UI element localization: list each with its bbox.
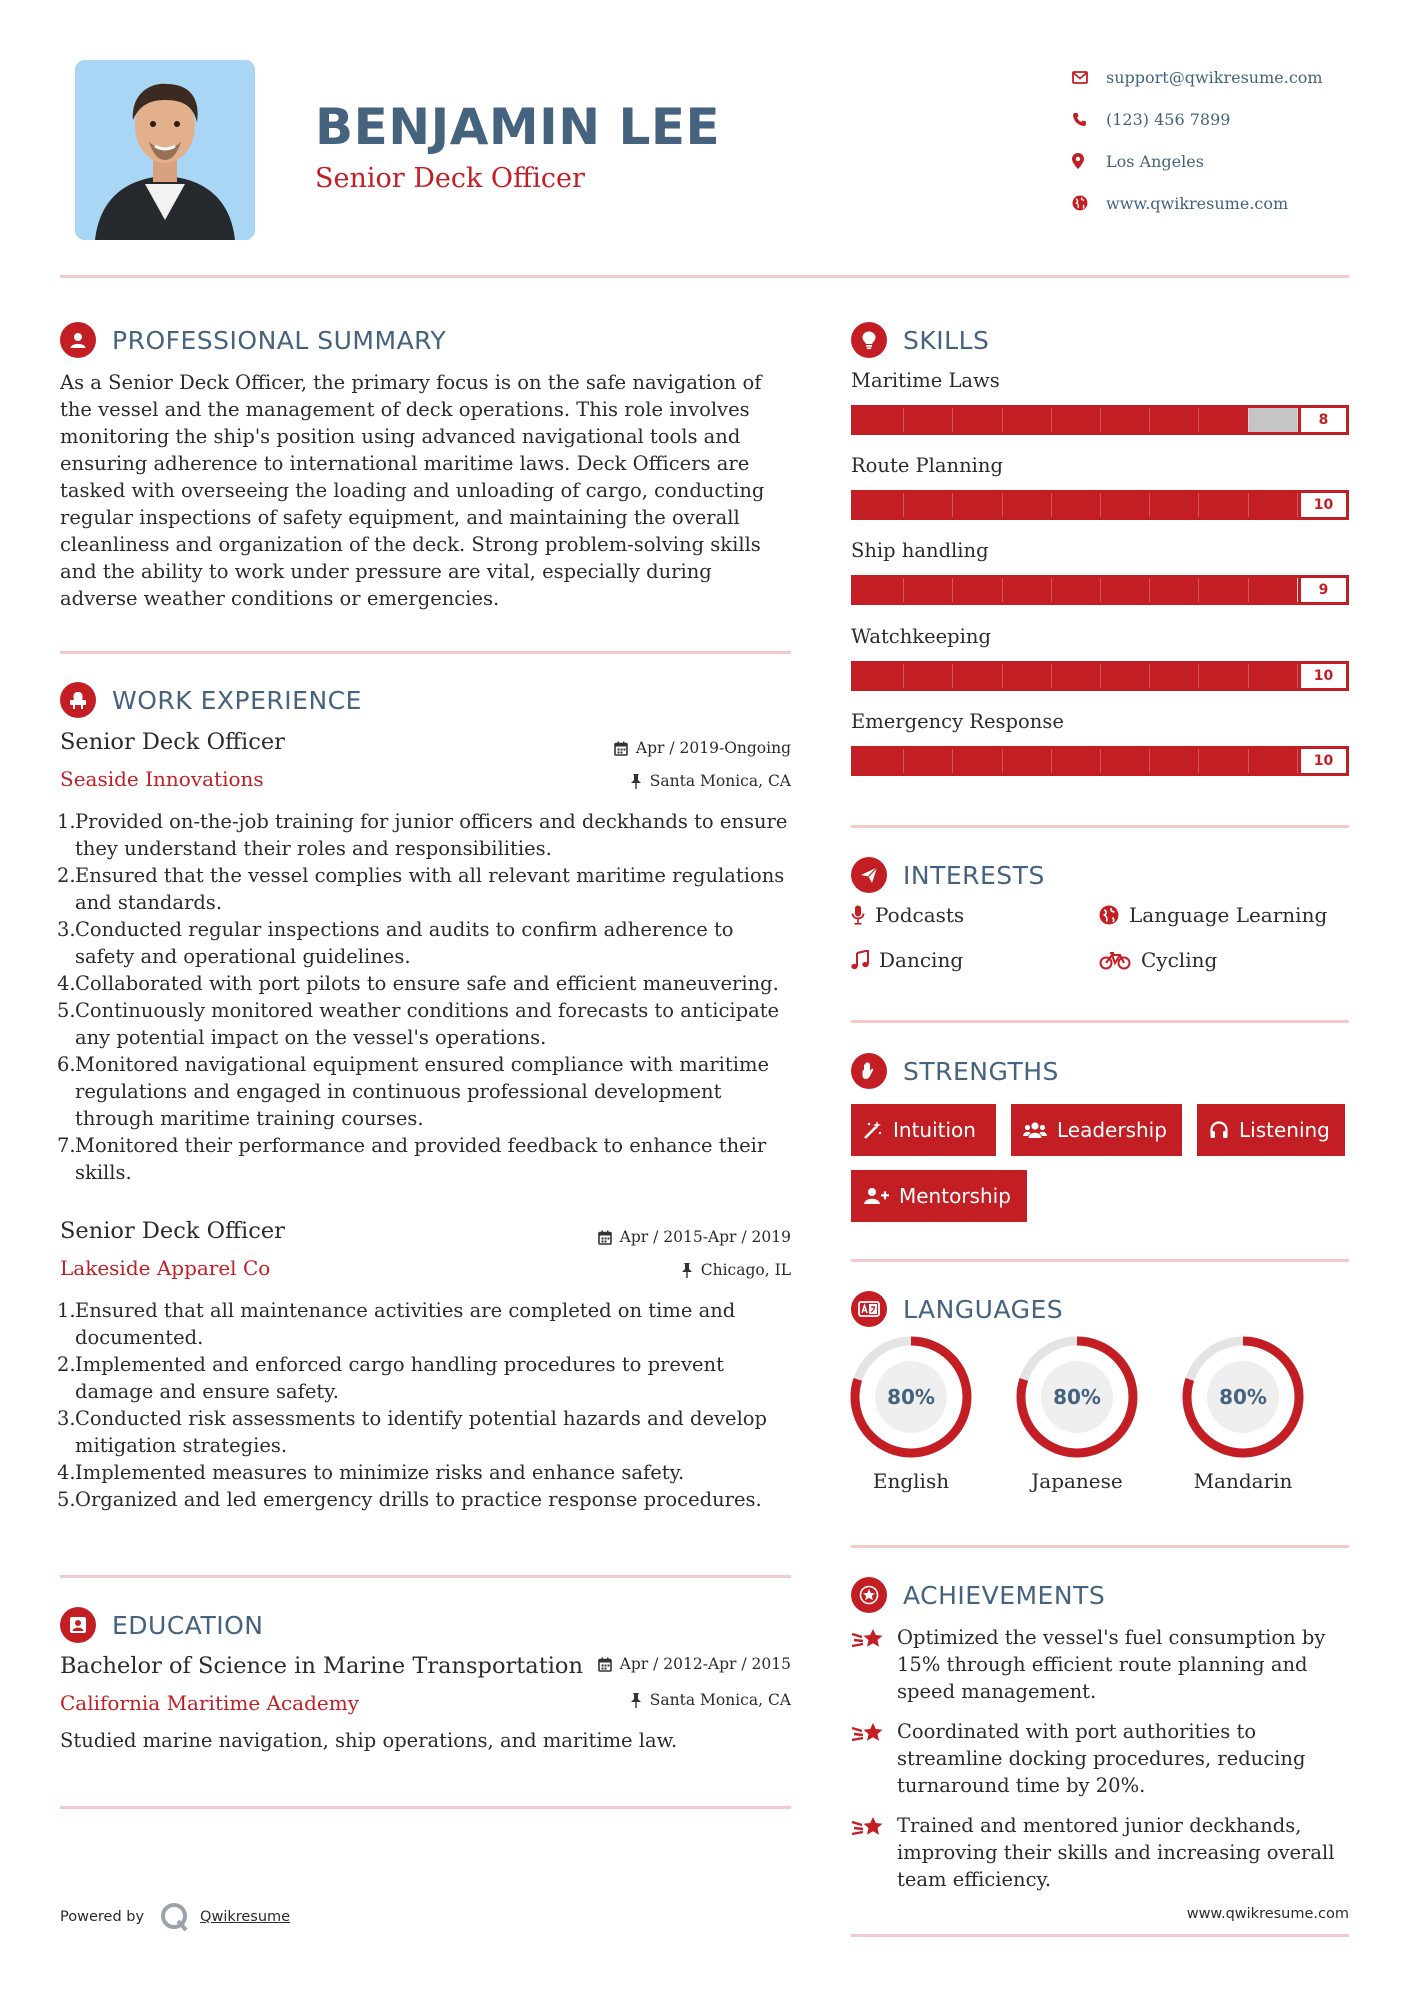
qwikresume-link[interactable]: Qwikresume — [200, 1909, 291, 1925]
summary-text: As a Senior Deck Officer, the primary focus is on the safe navigation of the vessel and the management of deck operations. This role involves monitoring the ship's position using advanced navigational tools and ensuring adherence to international maritime laws. Deck Officers are tasked with overseeing the loading and unloading of cargo, conducting regular inspections of safety equipment, and maintaining the overall cleanliness and organization of the deck. Strong problem-solving skills and the ability to work under pressure are vital, especially during adverse weather conditions or emergencies. — [60, 371, 765, 610]
list-item: 5. Organized and led emergency drills to practice response procedures. — [57, 1488, 762, 1511]
languages-title: LANGUAGES — [903, 1294, 1064, 1324]
skill-bar — [851, 490, 1349, 520]
skill-segment-divider — [1198, 408, 1199, 432]
skill-segment-divider — [1248, 749, 1249, 773]
graduate-icon — [60, 1607, 96, 1643]
list-item: 4. Collaborated with port pilots to ensure safe and efficient maneuvering. — [57, 972, 779, 995]
job-2-company: Lakeside Apparel Co — [60, 1256, 271, 1280]
shooting-star-icon — [851, 1624, 897, 1705]
interest-item-dancing: Dancing — [851, 948, 963, 972]
language-percent: 80% — [1219, 1385, 1267, 1409]
skill-segment-divider — [903, 664, 904, 688]
pushpin-icon — [630, 774, 642, 789]
education-heading — [60, 1607, 264, 1643]
job-2-location — [681, 1261, 791, 1279]
strength-chip-leadership: Leadership — [1011, 1104, 1182, 1156]
language-mandarin — [1181, 1335, 1305, 1493]
job-2-bullets — [57, 1297, 792, 1513]
job-2-dates-text: Apr / 2015-Apr / 2019 — [619, 1228, 791, 1246]
skill-segment-divider — [1198, 578, 1199, 602]
skill-segment-divider — [952, 493, 953, 517]
language-icon — [851, 1291, 887, 1327]
shooting-star-icon — [851, 1812, 897, 1893]
qwikresume-logo-icon — [158, 1900, 192, 1934]
education-description: Studied marine navigation, ship operations, and maritime law. — [60, 1729, 678, 1752]
skill-segment-divider — [1051, 578, 1052, 602]
avatar — [75, 60, 255, 240]
education-location-text: Santa Monica, CA — [649, 1691, 791, 1709]
briefcase-icon — [60, 682, 96, 718]
skill-segment-divider — [903, 493, 904, 517]
skill-segment-divider — [952, 408, 953, 432]
job-2-dates — [598, 1228, 791, 1246]
skill-segment-divider — [1002, 408, 1003, 432]
skill-segment-divider — [1248, 664, 1249, 688]
profile-photo — [75, 60, 255, 240]
languages-divider — [851, 1545, 1349, 1548]
list-item: 1. Provided on-the-job training for junior officers and deckhands to ensure they understand their roles and responsibilities. — [57, 810, 788, 860]
education-degree: Bachelor of Science in Marine Transportation — [60, 1653, 583, 1679]
skill-segment-divider — [1198, 749, 1199, 773]
list-item: 1. Ensured that all maintenance activities are completed on time and documented. — [57, 1299, 736, 1349]
achievement-item: Trained and mentored junior deckhands, improving their skills and increasing overall team efficiency. — [851, 1812, 1349, 1893]
achievements-divider — [851, 1934, 1349, 1937]
calendar-icon — [598, 1657, 612, 1672]
powered-by — [60, 1900, 290, 1934]
list-item: 7. Monitored their performance and provided feedback to enhance their skills. — [57, 1134, 767, 1184]
experience-divider — [60, 1575, 791, 1578]
contact-email-text: support@qwikresume.com — [1106, 67, 1323, 87]
achievements-title: ACHIEVEMENTS — [903, 1580, 1106, 1610]
skill-segment-divider — [1100, 749, 1101, 773]
skill-bar — [851, 746, 1349, 776]
strength-chip-intuition: Intuition — [851, 1104, 996, 1156]
interest-item-podcasts: Podcasts — [851, 903, 964, 927]
achievements-heading — [851, 1577, 1105, 1613]
globe-icon — [1072, 195, 1106, 211]
globe-icon — [1099, 905, 1119, 925]
contact-phone[interactable] — [1072, 98, 1323, 140]
skill-segment-divider — [1002, 749, 1003, 773]
languages-heading — [851, 1291, 1063, 1327]
skill-segment-divider — [1149, 664, 1150, 688]
skill-row — [851, 625, 1349, 691]
shooting-star-icon — [851, 1718, 897, 1799]
candidate-name: BENJAMIN LEE — [315, 98, 721, 156]
skill-name: Emergency Response — [851, 710, 1064, 733]
paper-plane-icon — [851, 857, 887, 893]
interests-title: INTERESTS — [903, 860, 1045, 890]
list-item: 2. Ensured that the vessel complies with all relevant maritime regulations and standards. — [57, 864, 785, 914]
skill-segment-divider — [903, 749, 904, 773]
list-item: 5. Continuously monitored weather conditions and forecasts to anticipate any potential impact on the vessel's operations. — [57, 999, 780, 1049]
users-icon — [1023, 1120, 1047, 1140]
job-1-company: Seaside Innovations — [60, 767, 264, 791]
language-ring — [1181, 1335, 1305, 1459]
job-1-title: Senior Deck Officer — [60, 729, 285, 755]
job-1-location-text: Santa Monica, CA — [649, 772, 791, 790]
skill-segment-divider — [952, 578, 953, 602]
strength-chip-listening: Listening — [1197, 1104, 1345, 1156]
skill-segment-divider — [1051, 749, 1052, 773]
job-2-title: Senior Deck Officer — [60, 1218, 285, 1244]
education-dates-text: Apr / 2012-Apr / 2015 — [619, 1655, 791, 1673]
skill-segment-divider — [1149, 408, 1150, 432]
strengths-heading — [851, 1053, 1059, 1089]
skill-segment-divider — [1051, 493, 1052, 517]
education-location — [630, 1691, 791, 1709]
skill-row — [851, 454, 1349, 520]
list-item: 3. Conducted regular inspections and audits to confirm adherence to safety and operational guidelines. — [57, 918, 734, 968]
skill-segment-divider — [903, 408, 904, 432]
skill-segment-divider — [1149, 493, 1150, 517]
contact-website[interactable] — [1072, 182, 1323, 224]
skill-segment-divider — [1051, 664, 1052, 688]
music-note-icon — [851, 950, 869, 970]
skills-divider — [851, 825, 1349, 828]
skill-segment-divider — [1149, 578, 1150, 602]
calendar-icon — [614, 741, 628, 756]
achievement-item: Coordinated with port authorities to streamline docking procedures, reducing turnaround time by 20%. — [851, 1718, 1349, 1799]
skill-name: Ship handling — [851, 539, 989, 562]
skill-segment-divider — [1248, 493, 1249, 517]
skill-bar — [851, 575, 1349, 605]
job-1-location — [630, 772, 791, 790]
skill-segment-divider — [1100, 408, 1101, 432]
job-1-dates — [614, 739, 791, 757]
skill-value: 10 — [1298, 664, 1346, 688]
header-divider — [60, 275, 1349, 278]
language-name: English — [872, 1469, 950, 1493]
skill-segment-divider — [1198, 664, 1199, 688]
candidate-title: Senior Deck Officer — [315, 163, 585, 194]
skill-bar — [851, 405, 1349, 435]
skill-segment-divider — [1002, 664, 1003, 688]
skill-bar — [851, 661, 1349, 691]
skill-name: Watchkeeping — [851, 625, 991, 648]
contact-website-text: www.qwikresume.com — [1106, 193, 1289, 213]
skill-row — [851, 539, 1349, 605]
skill-segment-divider — [1248, 408, 1249, 432]
headphones-icon — [1209, 1120, 1229, 1140]
list-item: 6. Monitored navigational equipment ensured compliance with maritime regulations and engaged in continuous professional development through maritime training courses. — [57, 1053, 769, 1130]
interest-item-language-learning: Language Learning — [1099, 903, 1327, 927]
user-plus-icon — [863, 1186, 889, 1206]
calendar-icon — [598, 1230, 612, 1245]
contact-email[interactable] — [1072, 56, 1323, 98]
skill-segment-divider — [1100, 578, 1101, 602]
experience-heading — [60, 682, 362, 718]
contact-location — [1072, 140, 1323, 182]
job-1-dates-text: Apr / 2019-Ongoing — [635, 739, 791, 757]
job-2-location-text: Chicago, IL — [700, 1261, 791, 1279]
skill-segment-divider — [1051, 408, 1052, 432]
education-dates — [598, 1655, 791, 1673]
language-english — [849, 1335, 973, 1493]
language-japanese — [1015, 1335, 1139, 1493]
skills-heading — [851, 322, 989, 358]
interests-heading — [851, 857, 1045, 893]
interests-divider — [851, 1020, 1349, 1023]
skill-fill — [854, 578, 1297, 602]
skill-value: 10 — [1298, 493, 1346, 517]
job-1-bullets — [57, 808, 792, 1186]
strengths-title: STRENGTHS — [903, 1056, 1059, 1086]
skill-segment-divider — [1198, 493, 1199, 517]
star-badge-icon — [851, 1577, 887, 1613]
experience-title: WORK EXPERIENCE — [112, 685, 362, 715]
contact-phone-text: (123) 456 7899 — [1106, 109, 1231, 129]
skills-title: SKILLS — [903, 325, 990, 355]
skill-segment-divider — [1149, 749, 1150, 773]
microphone-icon — [851, 905, 865, 925]
map-pin-icon — [1072, 153, 1106, 169]
summary-heading — [60, 322, 446, 358]
skill-name: Route Planning — [851, 454, 1003, 477]
footer-website-link[interactable]: www.qwikresume.com — [1186, 1906, 1349, 1922]
language-ring — [1015, 1335, 1139, 1459]
contact-location-text: Los Angeles — [1106, 151, 1204, 171]
hand-icon — [851, 1053, 887, 1089]
pushpin-icon — [681, 1263, 693, 1278]
skill-row — [851, 710, 1349, 776]
skill-segment-divider — [1002, 578, 1003, 602]
skill-value: 10 — [1298, 749, 1346, 773]
summary-divider — [60, 651, 791, 654]
skill-segment-divider — [1100, 493, 1101, 517]
language-ring — [849, 1335, 973, 1459]
skill-segment-divider — [1248, 578, 1249, 602]
strengths-divider — [851, 1259, 1349, 1262]
list-item: 3. Conducted risk assessments to identify potential hazards and develop mitigation strategies. — [57, 1407, 768, 1457]
skill-segment-divider — [1100, 664, 1101, 688]
language-percent: 80% — [1053, 1385, 1101, 1409]
language-percent: 80% — [887, 1385, 935, 1409]
education-title: EDUCATION — [112, 1610, 264, 1640]
pushpin-icon — [630, 1693, 642, 1708]
interest-item-cycling: Cycling — [1099, 948, 1217, 972]
phone-icon — [1072, 112, 1106, 127]
contact-list — [1072, 56, 1323, 224]
skill-name: Maritime Laws — [851, 369, 1000, 392]
language-name: Japanese — [1031, 1469, 1123, 1493]
skill-row — [851, 369, 1349, 435]
user-icon — [60, 322, 96, 358]
list-item: 2. Implemented and enforced cargo handling procedures to prevent damage and ensure safety. — [57, 1353, 724, 1403]
education-divider — [60, 1806, 791, 1809]
education-school: California Maritime Academy — [60, 1691, 360, 1715]
bicycle-icon — [1099, 950, 1131, 970]
skill-segment-divider — [903, 578, 904, 602]
powered-by-label: Powered by — [60, 1909, 145, 1925]
summary-title: PROFESSIONAL SUMMARY — [112, 325, 447, 355]
list-item: 4. Implemented measures to minimize risks and enhance safety. — [57, 1461, 685, 1484]
skill-value: 9 — [1298, 578, 1346, 602]
skill-segment-divider — [1002, 493, 1003, 517]
skill-segment-divider — [952, 664, 953, 688]
skill-segment-divider — [952, 749, 953, 773]
strength-chip-mentorship: Mentorship — [851, 1170, 1027, 1222]
skill-value: 8 — [1298, 408, 1346, 432]
lightbulb-icon — [851, 322, 887, 358]
envelope-icon — [1072, 71, 1106, 84]
achievement-item: Optimized the vessel's fuel consumption by 15% through efficient route planning and speed management. — [851, 1624, 1349, 1705]
magic-wand-icon — [863, 1120, 883, 1140]
language-name: Mandarin — [1193, 1469, 1293, 1493]
